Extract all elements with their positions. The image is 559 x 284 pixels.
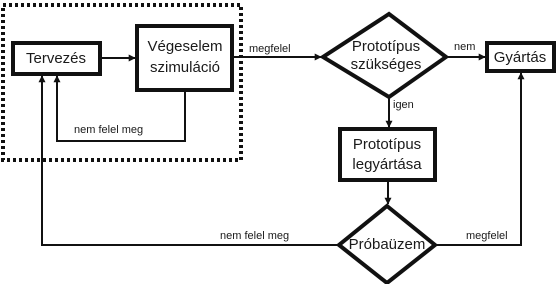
probauzem-decision bbox=[339, 206, 435, 283]
legyartasa-label-line2: legyártása bbox=[352, 155, 422, 173]
decision-label-line2: szükséges bbox=[350, 55, 422, 73]
tervezes-label: Tervezés bbox=[25, 49, 87, 67]
legyartasa-label-line1: Prototípus bbox=[352, 135, 422, 153]
gyartas-label: Gyártás bbox=[493, 48, 547, 66]
prototipus-legyartasa-node bbox=[340, 129, 435, 180]
vegeselem-node bbox=[137, 26, 232, 90]
tervezes-node bbox=[13, 43, 100, 74]
label-megfelel-test: megfelel bbox=[466, 229, 508, 242]
edge-probauzem-pass-to-gyartas bbox=[437, 73, 521, 245]
label-megfelel-to-decision: megfelel bbox=[249, 42, 291, 55]
label-nem: nem bbox=[454, 40, 476, 53]
prototipus-szukseges-decision bbox=[323, 14, 446, 97]
label-nem-felel-meg-loop: nem felel meg bbox=[74, 123, 144, 136]
probauzem-label: Próbaüzem bbox=[348, 235, 426, 253]
gyartas-node bbox=[487, 43, 554, 71]
label-igen: igen bbox=[393, 98, 414, 111]
vegeselem-label-line2: szimuláció bbox=[149, 58, 221, 76]
decision-label-line1: Prototípus bbox=[351, 37, 421, 55]
vegeselem-label-line1: Végeselem bbox=[147, 37, 223, 55]
label-nem-felel-meg-test: nem felel meg bbox=[220, 229, 290, 242]
